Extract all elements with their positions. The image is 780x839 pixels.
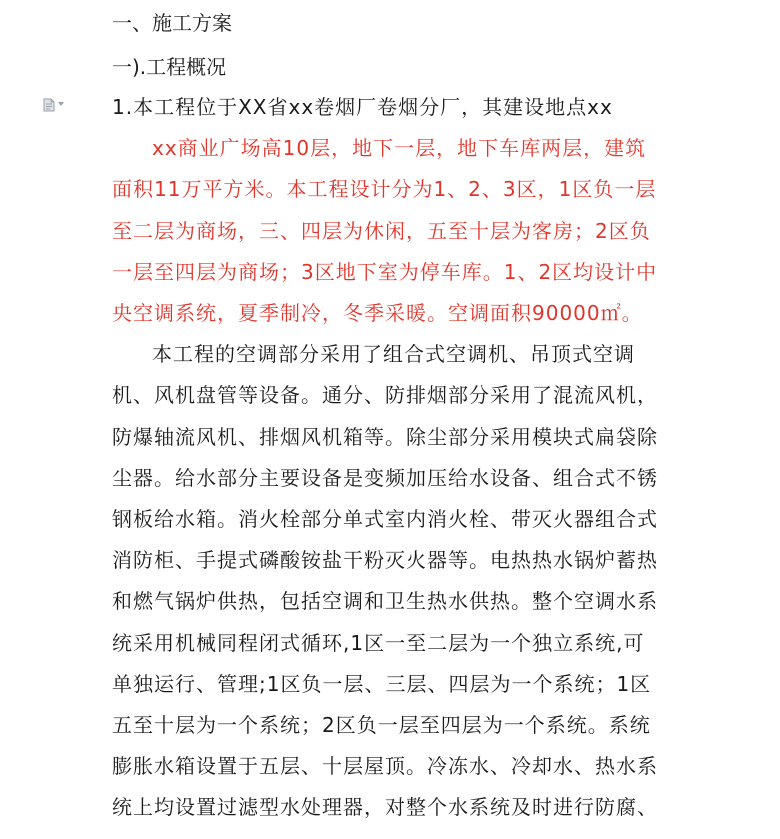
text-line — [0, 622, 780, 664]
text-line — [0, 333, 780, 375]
text-line-content: 膨胀水箱设置于五层、十层屋顶。冷冻水、冷却水、热水系 — [112, 754, 658, 779]
text-line-content: 至二层为商场，三、四层为休闲，五至十层为客房；2区负 — [112, 218, 651, 243]
text-line — [0, 539, 780, 581]
text-line — [0, 786, 780, 828]
text-line-content: 一层至四层为商场；3区地下室为停车库。1、2区均设计中 — [112, 259, 658, 284]
text-line — [0, 498, 780, 540]
text-line — [0, 210, 780, 252]
text-line-content: 钢板给水箱。消火栓部分单式室内消火栓、带灭火器组合式 — [112, 507, 658, 531]
text-line — [0, 457, 780, 499]
text-line-content: 央空调系统，夏季制冷，冬季采暖。空调面积90000㎡。 — [112, 301, 643, 325]
text-line — [0, 127, 780, 169]
text-line — [0, 704, 780, 746]
text-line-content: 统采用机械同程闭式循环,1区一至二层为一个独立系统,可 — [112, 630, 645, 655]
text-line-content: xx商业广场高10层，地下一层，地下车库两层，建筑 — [152, 136, 647, 161]
text-line-content: 本工程的空调部分采用了组合式空调机、吊顶式空调 — [152, 342, 635, 367]
text-line-content: 面积11万平方米。本工程设计分为1、2、3区，1区负一层 — [112, 177, 657, 202]
text-line-content: 统上均设置过滤型水处理器，对整个水系统及时进行防腐、 — [112, 795, 658, 820]
text-line-content: 五至十层为一个系统；2区负一层至四层为一个系统。系统 — [112, 713, 651, 737]
text-line-content: 机、风机盘管等设备。通分、防排烟部分采用了混流风机， — [112, 383, 658, 408]
heading-construction-plan: 一、施工方案 — [112, 11, 232, 35]
text-line — [0, 168, 780, 210]
text-line-content: 防爆轴流风机、排烟风机箱等。除尘部分采用模块式扁袋除 — [112, 424, 658, 449]
text-line — [0, 663, 780, 705]
text-line — [0, 292, 780, 334]
text-line — [0, 86, 780, 128]
heading-project-overview: 一).工程概况 — [112, 55, 227, 79]
text-line — [0, 416, 780, 458]
text-line — [0, 745, 780, 787]
text-line-content: 和燃气锅炉供热，包括空调和卫生热水供热。整个空调水系 — [112, 589, 658, 614]
text-line-content: 1.本工程位于XX省xx卷烟厂卷烟分厂，其建设地点xx — [112, 95, 613, 119]
text-line — [0, 251, 780, 293]
text-line — [0, 374, 780, 416]
text-line-content: 尘器。给水部分主要设备是变频加压给水设备、组合式不锈 — [112, 465, 658, 490]
text-line-content: 单独运行、管理;1区负一层、三层、四层为一个系统；1区 — [112, 671, 652, 696]
text-line-content: 消防柜、手提式磷酸铵盐干粉灭火器等。电热热水锅炉蓄热 — [112, 548, 658, 573]
text-line — [0, 580, 780, 622]
